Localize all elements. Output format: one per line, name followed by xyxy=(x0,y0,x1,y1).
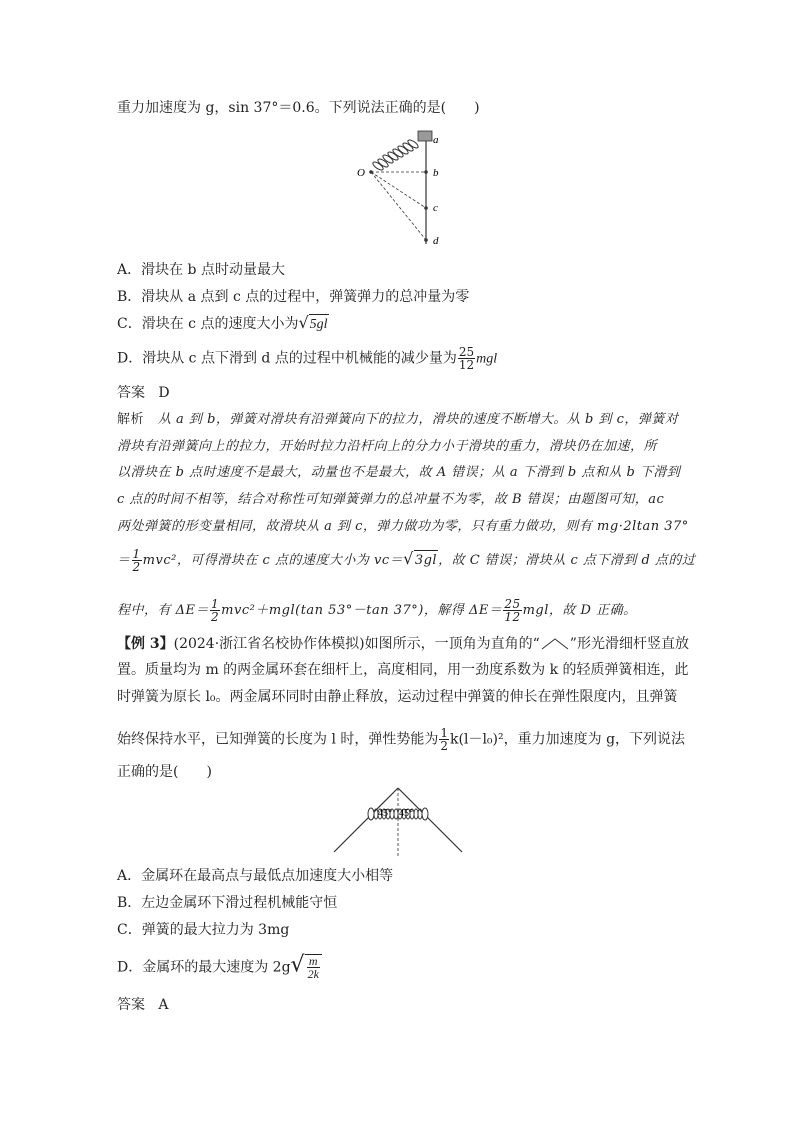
label-O: O xyxy=(357,167,365,179)
explanation-line-2: 滑块有沿弹簧向上的拉力，开始时拉力沿杆向上的分力小于滑块的重力，滑块仍在加速，所 xyxy=(117,439,658,454)
explanation-line-3: 以滑块在 b 点时速度不是最大，动量也不是最大，故 A 错误；从 a 下滑到 b 点和从 b 下滑到 xyxy=(117,465,681,480)
label-d: d xyxy=(433,235,439,247)
label-c: c xyxy=(433,202,438,214)
explanation-line-7: 程中，有 ΔE＝ $\frac{1}{2}$ mvc²＋mgl(tan 53°－tan 37°)，解得 ΔE＝ $\frac{25}{12}$ mgl，故 D 正确。 xyxy=(117,597,637,624)
q2-line-4: 始终保持水平，已知弹簧的长度为 l 时，弹性势能为 $\frac{1}{2}$ k(l－l₀)²，重力加速度为 g，下列说法 xyxy=(117,726,686,753)
explanation-line-5: 两处弹簧的形变量相同，故滑块从 a 到 c，弹力做功为零，只有重力做功，则有 mg·2ltan 37° xyxy=(117,519,689,534)
q1-option-b: B．滑块从 a 点到 c 点的过程中，弹簧弹力的总冲量为零 xyxy=(117,289,470,305)
q2-option-c: C．弹簧的最大拉力为 3mg xyxy=(117,922,290,938)
q1-stem: 重力加速度为 g，sin 37°＝0.6。下列说法正确的是( ) xyxy=(117,100,480,116)
q2-figure xyxy=(330,784,470,860)
q2-option-a: A．金属环在最高点与最低点加速度大小相等 xyxy=(117,868,394,884)
q2-line-1: 【例 3】(2024·浙江省名校协作体模拟)如图所示，一顶角为直角的“ ”形光滑细杆竖直放 xyxy=(117,636,689,652)
example-tag: 【例 3】 xyxy=(117,636,174,652)
angle-right-label: 45° xyxy=(399,808,413,819)
q2-option-b: B．左边金属环下滑过程机械能守恒 xyxy=(117,895,338,911)
explanation-line-4: c 点的时间不相等，结合对称性可知弹簧弹力的总冲量不为零，故 B 错误；由题图可知，ac xyxy=(117,492,665,507)
spring-icon xyxy=(372,139,420,172)
label-a: a xyxy=(433,134,439,146)
angle-left-label: 45° xyxy=(378,808,392,819)
radicand: 5gl xyxy=(309,314,329,335)
q2-answer: 答案 A xyxy=(117,997,169,1013)
q1-option-d: D．滑块从 c 点下滑到 d 点的过程中机械能的减少量为 $\frac{25}{12}$ mgl xyxy=(117,345,498,372)
q2-line-5: 正确的是( ) xyxy=(117,764,212,780)
q1-option-a: A．滑块在 b 点时动量最大 xyxy=(117,262,285,278)
q1-option-c: C．滑块在 c 点的速度大小为√5gl xyxy=(117,313,329,335)
q1-figure xyxy=(350,128,450,250)
q2-line-2: 置。质量均为 m 的两金属环套在细杆上，高度相同，用一劲度系数为 k 的轻质弹簧相连，此 xyxy=(117,662,689,678)
explanation-line-6: ＝ $\frac{1}{2}$ mvc²，可得滑块在 c 点的速度大小为 vc＝√3gl，故 C 错误；滑块从 c 点下滑到 d 点的过 xyxy=(117,547,696,574)
q1-answer: 答案 D xyxy=(117,385,170,401)
explanation-line-1: 解析 从 a 到 b，弹簧对滑块有沿弹簧向下的拉力，滑块的速度不断增大。从 b 到 c，弹簧对 xyxy=(117,412,679,427)
label-b: b xyxy=(433,167,439,179)
inverted-v-icon xyxy=(540,637,570,651)
q2-option-d: D．金属环的最大速度为 2g√ $\frac{m}{2k}$ xyxy=(117,954,322,980)
q2-line-3: 时弹簧为原长 l₀。两金属环同时由静止释放，运动过程中弹簧的伸长在弹性限度内，且弹簧 xyxy=(117,689,678,705)
